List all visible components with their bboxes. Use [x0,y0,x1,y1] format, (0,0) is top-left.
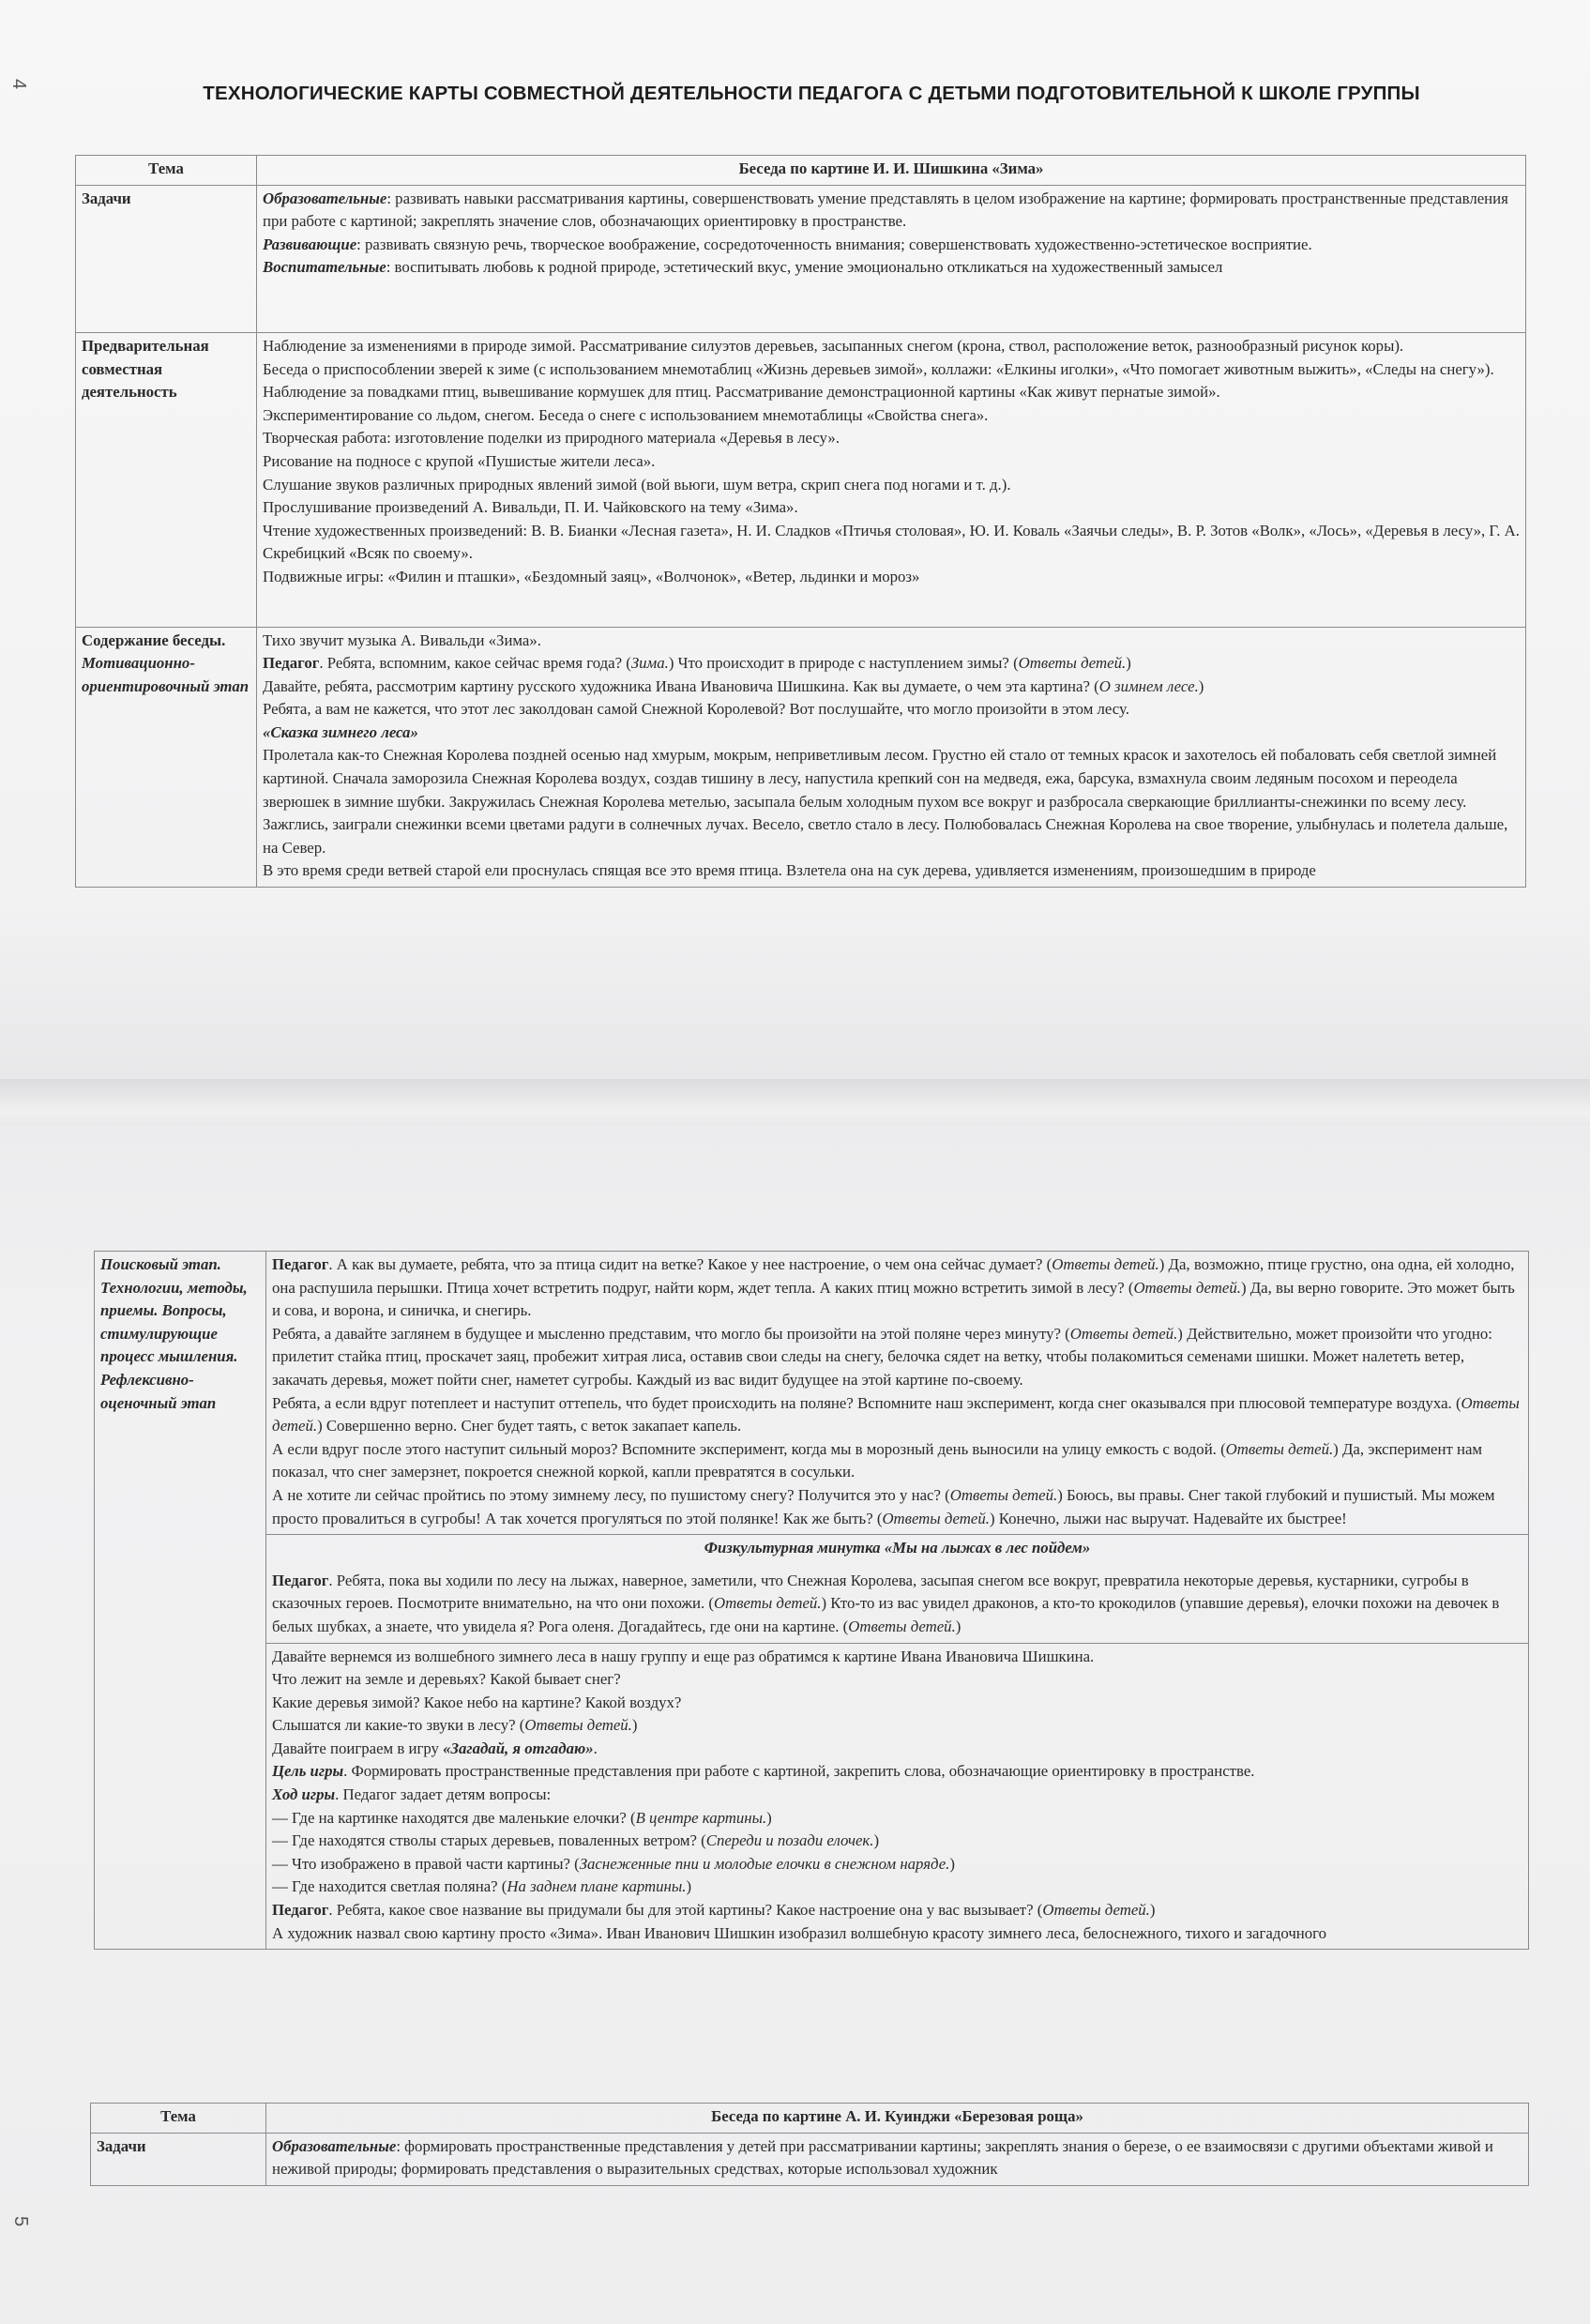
tasks-label: Задачи [76,185,257,332]
theme-label: Тема [76,156,257,186]
final-cell: Давайте вернемся из волшебного зимнего леса в нашу группу и еще раз обратимся к картине Ивана Ивановича Шишкина. Что лежит на земле и деревьях? Какой бывает снег? Какие деревья зимой? Какое небо на картине? Какой воздух? Слышатся ли какие-то звуки в лесу? (Ответы детей.) Давайте поиграем в игру «Загадай, я отгадаю». Цель игры. Формировать пространственные представления при работе с картиной, закрепить слова, обозначающие ориентировку в пространстве. Ход игры. Педагог задает детям вопросы: — Где на картинке находятся две маленькие елочки? (В центре картины.) — Где находятся стволы старых деревьев, поваленных ветром? (Спереди и позади елочек.) — Что изображено в правой части картины? (Заснеженные пни и молодые елочки в снежном наряде.) — Где находится светлая поляна? (На заднем плане картины.) Педагог. Ребята, какое свое название вы придумали бы для этой картины? Какое настроение она у вас вызывает? (Ответы детей.) А художник назвал свою картину просто «Зима». Иван Иванович Шишкин изобразил волшебную красоту зимнего леса, белоснежного, тихого и загадочного [266,1643,1529,1950]
content-cell [257,627,1526,888]
prelim-line: Наблюдение за изменениями в природе зимой. Рассматривание силуэтов деревьев, засыпанных снегом (крона, ствол, расположение веток, разнообразный рисунок коры). [263,336,1404,355]
prelim-line: Подвижные игры: «Филин и пташки», «Бездомный заяц», «Волчонок», «Ветер, льдинки и мороз» [263,567,920,585]
phys-cell: Физкультурная минутка «Мы на лыжах в лес пойдем» Педагог. Ребята, пока вы ходили по лесу на лыжах, наверное, заметили, что Снежная Королева, засыпая снегом все вокруг, превратила некоторые деревья, кустарники, сугробы в сказочных героев. Посмотрите внимательно, на что они похожи. (Ответы детей.) Кто-то из вас увидел драконов, а кто-то крокодилов (упавшие деревья), елочки похожи на девочек в белых шубках, а знаете, что увидела я? Рога оленя. Догадайтесь, где они на картине. (Ответы детей.) [266,1535,1529,1643]
content-line: Педагог. Ребята, вспомним, какое сейчас время года? (Зима.) Что происходит в природе с наступлением зимы? (Ответы детей.) [263,654,1131,673]
search-cell: Педагог. А как вы думаете, ребята, что за птица сидит на ветке? Какое у нее настроение, о чем она сейчас думает? (Ответы детей.) Да, возможно, птице грустно, она одна, ей холодно, она распушила перышки. Птица хочет встретить подруг, найти корм, ждет тепла. А каких птиц можно встретить зимой в лесу? (Ответы детей.) Да, вы верно говорите. Это может быть и сова, и ворона, и синичка, и снегирь. Ребята, а давайте заглянем в будущее и мысленно представим, что могло бы произойти на этой поляне через минуту? (Ответы детей.) Действительно, может произойти что угодно: прилетит стайка птиц, проскачет заяц, пробежит хитрая лиса, оставив свои следы на снегу, белочка сядет на ветку, чтобы полакомиться семенами шишки. Может налететь ветер, закачать деревья, может пойти снег, наметет сугробы. Каждый из вас видит будущее на этой картине по-своему. Ребята, а если вдруг потеплеет и наступит оттепель, что будет происходить на поляне? Вспомните наш эксперимент, когда снег оказывался при плюсовой температуре воздуха. (Ответы детей.) Совершенно верно. Снег будет таять, с веток закапает капель. А если вдруг после этого наступит сильный мороз? Вспомните эксперимент, когда мы в морозный день выносили на улицу емкость с водой. (Ответы детей.) Да, эксперимент нам показал, что снег замерзнет, покроется снежной коркой, капли превратятся в сосульки. А не хотите ли сейчас пройтись по этому зимнему лесу, по пушистому снегу? Получится это у нас? (Ответы детей.) Боюсь, вы правы. Снег такой глубокий и пушистый. Мы можем просто провалиться в сугробы! А так хочется прогуляться по этой полянке! Как же быть? (Ответы детей.) Конечно, лыжи нас выручат. Надевайте их быстрее! [266,1252,1529,1535]
task-developmental: Развивающие: развивать связную речь, творческое воображение, сосредоточенность внимания; совершенствовать художественно-эстетическое восприятие. [263,235,1312,253]
prelim-line: Беседа о приспособлении зверей к зиме (с использованием мнемотаблиц «Жизнь деревьев зимой», коллажи: «Елкины иголки», «Что помогает животным выжить», «Следы на снегу»). [263,359,1494,378]
prelim-line: Чтение художественных произведений: В. В. Бианки «Лесная газета», Н. И. Сладков «Птичья столовая», Ю. И. Коваль «Заячьи следы», В. Р. Зотов «Волк», «Лось», «Деревья в лесу», Г. А. Скребицкий «Всяк по своему». [263,521,1520,563]
prelim-label: Предварительная совместная деятельность [76,332,257,627]
phys-title: Физкультурная минутка «Мы на лыжах в лес пойдем» [704,1539,1091,1557]
tasks-label: Задачи [91,2133,266,2185]
page-number-bottom: 5 [10,2215,32,2227]
tale-text: Пролетала как-то Снежная Королева поздней осенью над хмурым, мокрым, неприветливым лесом. Грустно ей стало от темных красок и захотелось ей побаловать себя светлой зимней картиной. Сначала заморозила Снежная Королева воздух, создав тишину в лесу, напустила крепкий сон на медведя, ежа, барсука, взмахнула своим ледяным посохом и переодела зверюшек в зимние шубки. Закружилась Снежная Королева метелью, засыпала белым холодным пухом все вокруг и разбросала сверкающие бриллианты-снежинки по всему лесу. Зажглись, заиграли снежинки всеми цветами радуги в солнечных лучах. Весело, светло стало в лесу. Полюбовалась Снежная Королева на свое творение, улыбнулась и полетела дальше, на Север. [263,746,1508,857]
theme-value: Беседа по картине И. И. Шишкина «Зима» [257,156,1526,186]
theme-value: Беседа по картине А. И. Куинджи «Березовая роща» [266,2104,1529,2134]
prelim-line: Наблюдение за повадками птиц, вывешивание кормушек для птиц. Рассматривание демонстрационной картины «Как живут пернатые зимой». [263,383,1220,402]
tech-card-birch [90,2103,1529,2186]
task-educational: Образовательные: развивать навыки рассматривания картины, совершенствовать умение представлять в целом изображение на картине; формировать пространственные представления при работе с картиной; закреплять значение слов, обозначающих ориентировку в пространстве. [263,189,1508,231]
content-line: В это время среди ветвей старой ели проснулась спящая все это время птица. Взлетела она на сук дерева, удивляется изменениям, произошедшим в природе [263,861,1316,880]
tasks-cell [257,185,1526,332]
prelim-line: Слушание звуков различных природных явлений зимой (вой вьюги, шум ветра, скрип снега под ногами и т. д.). [263,475,1011,494]
document-title: ТЕХНОЛОГИЧЕСКИЕ КАРТЫ СОВМЕСТНОЙ ДЕЯТЕЛЬНОСТИ ПЕДАГОГА С ДЕТЬМИ ПОДГОТОВИТЕЛЬНОЙ К ШКОЛЕ ГРУППЫ [203,83,1420,104]
page-number-top: 4 [8,78,30,90]
tech-card-winter [75,155,1526,888]
theme-label: Тема [91,2104,266,2134]
task-upbringing: Воспитательные: воспитывать любовь к родной природе, эстетический вкус, умение эмоционально откликаться на художественный замысел [263,258,1223,277]
tale-title: «Сказка зимнего леса» [263,722,418,741]
content-label: Содержание беседы. Мотивационно-ориентировочный этап [76,627,257,888]
content-line: Ребята, а вам не кажется, что этот лес заколдован самой Снежной Королевой? Вот послушайте, что могло произойти в этом лесу. [263,700,1129,719]
prelim-cell [257,332,1526,627]
content-line: Давайте, ребята, рассмотрим картину русского художника Ивана Ивановича Шишкина. Как вы думаете, о чем эта картина? (О зимнем лесе.) [263,676,1204,695]
prelim-line: Экспериментирование со льдом, снегом. Беседа о снеге с использованием мнемотаблицы «Свойства снега». [263,405,989,424]
prelim-line: Прослушивание произведений А. Вивальди, П. И. Чайковского на тему «Зима». [263,498,798,517]
content-line: Тихо звучит музыка А. Вивальди «Зима». [263,630,541,649]
prelim-line: Творческая работа: изготовление поделки из природного материала «Деревья в лесу». [263,429,840,448]
tech-card-continuation [94,1251,1529,1950]
tasks-cell: Образовательные: формировать пространственные представления у детей при рассматривании картины; закреплять знания о березе, о ее взаимосвязи с другими объектами живой и неживой природы; формировать представления о выразительных средствах, которые использовал художник [266,2133,1529,2185]
search-label: Поисковый этап. Технологии, методы, приемы. Вопросы, стимулирующие процесс мышления. Рефлексивно-оценочный этап [95,1252,266,1950]
prelim-line: Рисование на подносе с крупой «Пушистые жители леса». [263,451,656,470]
